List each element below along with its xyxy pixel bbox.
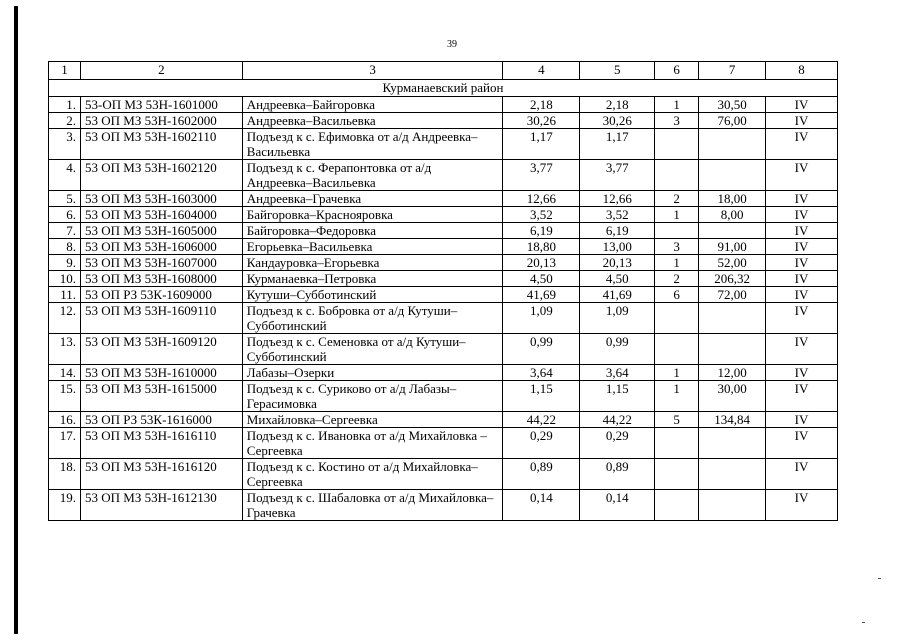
length-total: 3,64 [503,365,580,381]
length-hard-surface: 0,29 [580,428,655,459]
bridge-length [699,459,766,490]
bridge-count: 3 [655,113,699,129]
bridge-count [655,160,699,191]
road-code: 53 ОП МЗ 53Н-1616120 [80,459,242,490]
bridge-length: 134,84 [699,412,766,428]
length-hard-surface: 20,13 [580,255,655,271]
row-number: 5. [49,191,81,207]
road-code: 53 ОП МЗ 53Н-1606000 [80,239,242,255]
bridge-length: 30,50 [699,97,766,113]
road-code: 53 ОП МЗ 53Н-1612130 [80,490,242,521]
table-row [49,365,838,381]
bridge-length: 76,00 [699,113,766,129]
bridge-length [699,223,766,239]
road-category: IV [766,303,838,334]
length-total: 30,26 [503,113,580,129]
table-row [49,239,838,255]
bridge-length: 52,00 [699,255,766,271]
bridge-length: 30,00 [699,381,766,412]
length-total: 2,18 [503,97,580,113]
bridge-length [699,334,766,365]
bridge-length [699,129,766,160]
row-number: 14. [49,365,81,381]
road-code: 53 ОП МЗ 53Н-1604000 [80,207,242,223]
bridge-count [655,428,699,459]
row-number: 8. [49,239,81,255]
length-total: 44,22 [503,412,580,428]
road-category: IV [766,412,838,428]
length-total: 3,77 [503,160,580,191]
road-code: 53 ОП МЗ 53Н-1602000 [80,113,242,129]
length-total: 12,66 [503,191,580,207]
table-row [49,334,838,365]
road-name: Подъезд к с. Ефимовка от а/д Андреевка–Васильевка [242,129,503,160]
bridge-length: 72,00 [699,287,766,303]
table-row [49,459,838,490]
road-name: Подъезд к с. Семеновка от а/д Кутуши–Субботинский [242,334,503,365]
bridge-count [655,459,699,490]
table-row [49,129,838,160]
length-hard-surface: 44,22 [580,412,655,428]
road-category: IV [766,271,838,287]
length-total: 41,69 [503,287,580,303]
length-hard-surface: 1,17 [580,129,655,160]
length-hard-surface: 6,19 [580,223,655,239]
row-number: 17. [49,428,81,459]
table-row [49,490,838,521]
bridge-length: 12,00 [699,365,766,381]
road-category: IV [766,129,838,160]
table-row [49,255,838,271]
bridge-length: 206,32 [699,271,766,287]
bridge-count: 3 [655,239,699,255]
bridge-count: 6 [655,287,699,303]
bridge-length [699,428,766,459]
road-name: Подъезд к с. Суриково от а/д Лабазы–Герасимовка [242,381,503,412]
road-category: IV [766,287,838,303]
road-code: 53 ОП РЗ 53К-1609000 [80,287,242,303]
row-number: 10. [49,271,81,287]
table-row [49,428,838,459]
road-code: 53-ОП МЗ 53Н-1601000 [80,97,242,113]
row-number: 12. [49,303,81,334]
road-category: IV [766,490,838,521]
length-total: 6,19 [503,223,580,239]
length-hard-surface: 2,18 [580,97,655,113]
bridge-count: 2 [655,191,699,207]
column-header: 5 [580,62,655,80]
column-header: 1 [49,62,81,80]
row-number: 1. [49,97,81,113]
length-total: 18,80 [503,239,580,255]
roads-table [48,61,838,521]
road-name: Подъезд к с. Ферапонтовка от а/д Андреевка–Васильевка [242,160,503,191]
row-number: 3. [49,129,81,160]
length-total: 4,50 [503,271,580,287]
column-header: 4 [503,62,580,80]
table-row [49,223,838,239]
road-category: IV [766,459,838,490]
bridge-count: 1 [655,381,699,412]
road-code: 53 ОП МЗ 53Н-1605000 [80,223,242,239]
road-name: Подъезд к с. Костино от а/д Михайловка–Сергеевка [242,459,503,490]
section-title: Курманаевский район [49,80,838,97]
road-code: 53 ОП МЗ 53Н-1602110 [80,129,242,160]
road-category: IV [766,223,838,239]
bridge-count: 5 [655,412,699,428]
column-number-row [49,62,838,80]
bridge-count [655,334,699,365]
road-name: Андреевка–Грачевка [242,191,503,207]
road-name: Байгоровка–Краснояровка [242,207,503,223]
bridge-length: 8,00 [699,207,766,223]
column-header: 7 [699,62,766,80]
table-row [49,303,838,334]
length-total: 3,52 [503,207,580,223]
length-hard-surface: 1,15 [580,381,655,412]
row-number: 6. [49,207,81,223]
length-hard-surface: 0,89 [580,459,655,490]
length-hard-surface: 13,00 [580,239,655,255]
table-row [49,381,838,412]
row-number: 18. [49,459,81,490]
bridge-count: 2 [655,271,699,287]
table-row [49,191,838,207]
row-number: 16. [49,412,81,428]
length-total: 0,89 [503,459,580,490]
row-number: 7. [49,223,81,239]
column-header: 2 [80,62,242,80]
table-row [49,271,838,287]
road-category: IV [766,160,838,191]
bridge-length: 18,00 [699,191,766,207]
road-code: 53 ОП МЗ 53Н-1616110 [80,428,242,459]
bridge-count: 1 [655,97,699,113]
bridge-length [699,490,766,521]
table-row [49,160,838,191]
road-category: IV [766,239,838,255]
road-category: IV [766,113,838,129]
road-category: IV [766,334,838,365]
road-code: 53 ОП МЗ 53Н-1609120 [80,334,242,365]
bridge-count [655,303,699,334]
road-category: IV [766,381,838,412]
column-header: 3 [242,62,503,80]
road-category: IV [766,191,838,207]
road-name: Курманаевка–Петровка [242,271,503,287]
road-code: 53 ОП МЗ 53Н-1610000 [80,365,242,381]
row-number: 19. [49,490,81,521]
row-number: 11. [49,287,81,303]
table-row [49,97,838,113]
road-name: Кутуши–Субботинский [242,287,503,303]
length-hard-surface: 41,69 [580,287,655,303]
bridge-length [699,160,766,191]
bridge-count [655,129,699,160]
row-number: 2. [49,113,81,129]
road-name: Байгоровка–Федоровка [242,223,503,239]
row-number: 15. [49,381,81,412]
length-hard-surface: 0,14 [580,490,655,521]
table-row [49,113,838,129]
length-total: 20,13 [503,255,580,271]
length-hard-surface: 3,77 [580,160,655,191]
table-row [49,207,838,223]
column-header: 8 [766,62,838,80]
length-total: 0,99 [503,334,580,365]
bridge-count: 1 [655,365,699,381]
road-category: IV [766,255,838,271]
road-name: Лабазы–Озерки [242,365,503,381]
road-code: 53 ОП МЗ 53Н-1602120 [80,160,242,191]
length-hard-surface: 4,50 [580,271,655,287]
length-hard-surface: 3,64 [580,365,655,381]
scan-edge-line [14,6,18,634]
road-code: 53 ОП МЗ 53Н-1615000 [80,381,242,412]
road-category: IV [766,428,838,459]
length-total: 1,09 [503,303,580,334]
length-total: 1,15 [503,381,580,412]
page-number: 39 [447,39,457,50]
road-code: 53 ОП РЗ 53К-1616000 [80,412,242,428]
road-name: Подъезд к с. Бобровка от а/д Кутуши–Субботинский [242,303,503,334]
road-name: Михайловка–Сергеевка [242,412,503,428]
length-total: 1,17 [503,129,580,160]
road-code: 53 ОП МЗ 53Н-1603000 [80,191,242,207]
bridge-count: 1 [655,207,699,223]
road-name: Кандауровка–Егорьевка [242,255,503,271]
length-hard-surface: 0,99 [580,334,655,365]
road-name: Подъезд к с. Шабаловка от а/д Михайловка–Грачевка [242,490,503,521]
road-name: Подъезд к с. Ивановка от а/д Михайловка –Сергеевка [242,428,503,459]
row-number: 4. [49,160,81,191]
road-code: 53 ОП МЗ 53Н-1607000 [80,255,242,271]
scan-speck [862,622,865,623]
table-row [49,412,838,428]
length-hard-surface: 12,66 [580,191,655,207]
road-name: Егорьевка–Васильевка [242,239,503,255]
bridge-count [655,223,699,239]
length-total: 0,14 [503,490,580,521]
length-hard-surface: 30,26 [580,113,655,129]
road-name: Андреевка–Байгоровка [242,97,503,113]
section-row [49,80,838,97]
road-code: 53 ОП МЗ 53Н-1609110 [80,303,242,334]
bridge-count: 1 [655,255,699,271]
row-number: 13. [49,334,81,365]
road-code: 53 ОП МЗ 53Н-1608000 [80,271,242,287]
bridge-count [655,490,699,521]
row-number: 9. [49,255,81,271]
column-header: 6 [655,62,699,80]
bridge-length [699,303,766,334]
road-name: Андреевка–Васильевка [242,113,503,129]
road-category: IV [766,365,838,381]
length-total: 0,29 [503,428,580,459]
scan-speck [878,578,881,579]
length-hard-surface: 3,52 [580,207,655,223]
road-category: IV [766,97,838,113]
table-row [49,287,838,303]
bridge-length: 91,00 [699,239,766,255]
road-category: IV [766,207,838,223]
length-hard-surface: 1,09 [580,303,655,334]
